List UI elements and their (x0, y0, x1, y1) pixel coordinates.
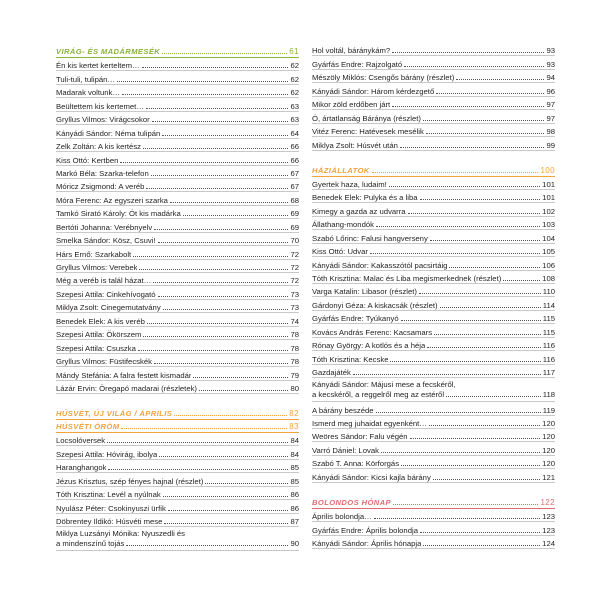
dot-leader (205, 482, 288, 484)
dot-leader (147, 322, 289, 324)
dot-leader (392, 51, 544, 53)
dot-leader (433, 478, 540, 480)
toc-entry-page: 117 (542, 368, 555, 378)
toc-entry-page: 119 (542, 405, 555, 415)
toc-entry-title: Gárdonyi Géza: A kiskacsák (részlet) (312, 300, 438, 310)
dot-leader (133, 255, 288, 257)
toc-entry-row[interactable] (56, 446, 299, 459)
toc-entry-row[interactable] (56, 340, 299, 353)
toc-entry-page: 67 (290, 182, 299, 192)
dot-leader (152, 120, 289, 122)
section-spacer (312, 151, 555, 162)
toc-entry-row[interactable] (312, 137, 555, 150)
toc-entry-title: Gyertek haza, ludaim! (312, 179, 387, 189)
toc-entry-title: Kányádi Sándor: Néma tulipán (56, 128, 161, 138)
toc-entry-page: 103 (542, 220, 555, 230)
toc-entry-page: 70 (290, 236, 299, 246)
toc-entry-page: 93 (546, 59, 555, 69)
toc-entry-title: Madarak voltunk… (56, 88, 121, 98)
section-spacer (56, 394, 299, 405)
toc-entry-row[interactable] (56, 139, 299, 152)
dot-leader (153, 281, 288, 283)
dot-leader (122, 93, 288, 95)
toc-entry-title: Smelka Sándor: Kösz, Csuvi! (56, 236, 156, 246)
dot-leader (170, 201, 289, 203)
toc-entry-title: Még a veréb is talál házat… (56, 276, 152, 286)
dot-leader (456, 78, 544, 80)
dot-leader (410, 437, 541, 439)
dot-leader (420, 531, 540, 533)
toc-entry-row[interactable] (56, 286, 299, 299)
toc-entry-row[interactable] (56, 246, 299, 259)
toc-entry-page: 67 (290, 168, 299, 178)
dot-leader (174, 414, 287, 416)
dot-leader (142, 66, 289, 68)
toc-entry-page: 121 (542, 472, 555, 482)
toc-entry-row[interactable] (312, 442, 555, 455)
dot-leader (436, 92, 544, 94)
toc-entry-row[interactable] (56, 125, 299, 138)
dot-leader (370, 252, 540, 254)
dot-leader (158, 241, 289, 243)
dot-leader (353, 373, 541, 375)
section-heading[interactable] (312, 162, 555, 177)
dot-leader (503, 279, 540, 281)
toc-entry-page: 85 (290, 463, 299, 473)
toc-entry-page: 102 (542, 206, 555, 216)
toc-entry-title: A bárány beszéde (312, 405, 374, 415)
dot-leader (393, 503, 538, 505)
toc-entry-row[interactable] (312, 284, 555, 297)
toc-entry-page: 69 (290, 222, 299, 232)
toc-entry-row[interactable] (312, 257, 555, 270)
toc-entry-title: Rónay György: A kotlós és a héja (312, 341, 426, 351)
toc-entry-page: 96 (546, 86, 555, 96)
toc-entry-page: 90 (290, 539, 299, 548)
toc-entry-title: Lázár Ervin: Öregapó madarai (részletek) (56, 383, 197, 393)
toc-entry-title: Tóth Krisztina: Kecske (312, 354, 389, 364)
toc-entry-row[interactable] (312, 190, 555, 203)
toc-entry-title: Gyárfás Endre: Rajzolgató (312, 59, 403, 69)
toc-entry-title: Varró Dániel: Lovak (312, 445, 379, 455)
toc-entry-page: 86 (290, 503, 299, 513)
toc-entry-page: 84 (290, 436, 299, 446)
toc-entry-row[interactable] (56, 58, 299, 71)
toc-entry-row[interactable] (56, 460, 299, 473)
dot-leader (423, 544, 540, 546)
toc-entry-page: 78 (290, 330, 299, 340)
toc-entry-page: 110 (542, 287, 555, 297)
toc-entry-page: 69 (290, 209, 299, 219)
toc-entry-title: Benedek Elek: Pulyka és a liba (312, 193, 418, 203)
toc-entry-page: 66 (290, 142, 299, 152)
toc-entry-page: 124 (542, 539, 555, 548)
toc-entry-row[interactable] (56, 233, 299, 246)
toc-entry-page: 74 (290, 316, 299, 326)
toc-entry-page: 63 (290, 115, 299, 125)
toc-entry-page: 116 (542, 341, 555, 351)
toc-entry-title: Kimegy a gazda az udvarra (312, 206, 406, 216)
toc-entry-row[interactable] (312, 338, 555, 351)
toc-entry-title: Kányádi Sándor: Három kérdezgető (312, 86, 435, 96)
dot-leader (126, 544, 288, 546)
toc-entry-page: 79 (290, 370, 299, 380)
toc-entry-page: 123 (542, 525, 555, 535)
toc-entry-page: 115 (542, 314, 555, 324)
toc-entry-page: 115 (542, 327, 555, 337)
toc-entry-row[interactable] (312, 217, 555, 230)
toc-entry-row[interactable] (312, 522, 555, 535)
section-page: 100 (540, 165, 555, 175)
toc-entry-page: 78 (290, 343, 299, 353)
toc-entry-page: 64 (290, 128, 299, 138)
toc-entry-title-continued: a kecskéről, a reggelről meg az estéről (312, 390, 445, 400)
toc-entry-title: Móricz Zsigmond: A veréb (56, 182, 145, 192)
toc-entry-title: Április bolondja… (312, 512, 372, 522)
toc-entry-row[interactable] (312, 429, 555, 442)
toc-entry-title: Gyárfás Endre: Április bolondja (312, 525, 418, 535)
toc-entry-row[interactable] (56, 433, 299, 446)
dot-leader (143, 147, 288, 149)
toc-entry-row[interactable] (56, 98, 299, 111)
toc-entry-title: Kiss Ottó: Udvar (312, 247, 368, 257)
toc-entry-title: Kányádi Sándor: Április hónapja (312, 539, 422, 548)
toc-entry-page: 101 (542, 179, 555, 189)
toc-entry-page: 114 (542, 300, 555, 310)
section-heading[interactable] (312, 494, 555, 509)
toc-entry-row[interactable] (312, 378, 555, 402)
toc-entry-page: 62 (290, 88, 299, 98)
toc-right-column (312, 43, 555, 549)
section-page: 83 (289, 421, 299, 431)
dot-leader (164, 522, 288, 524)
dot-leader (449, 266, 540, 268)
dot-leader (143, 335, 288, 337)
toc-entry-title: Gyárfás Endre: Tyúkanyó (312, 314, 399, 324)
section-page: 122 (540, 497, 555, 507)
toc-entry-title: Szepesi Attila: Csuszka (56, 343, 136, 353)
toc-entry-title: Gryllus Vilmos: Virágcsokor (56, 115, 150, 125)
toc-entry-title: Hárs Ernő: Szarkabolt (56, 249, 132, 259)
section-page: 61 (289, 47, 299, 56)
section-title: BOLONDOS HÓNAP (312, 497, 392, 507)
dot-leader (183, 214, 289, 216)
toc-entry-page: 108 (542, 274, 555, 283)
dot-leader (423, 119, 544, 121)
dot-leader (401, 319, 541, 321)
toc-entry-title: Miklya Luzsányi Mónika: Nyuszedli és (56, 529, 186, 538)
toc-entry-row[interactable] (56, 166, 299, 179)
toc-entry-row[interactable] (56, 300, 299, 313)
toc-entry-row[interactable] (312, 271, 555, 284)
toc-entry-row[interactable] (312, 203, 555, 216)
toc-entry-row[interactable] (56, 500, 299, 513)
toc-entry-row[interactable] (312, 244, 555, 257)
dot-leader (154, 228, 288, 230)
toc-entry-page: 72 (290, 276, 299, 286)
toc-entry-row[interactable] (56, 152, 299, 165)
toc-entry-title: Vitéz Ferenc: Hatévesek mesélik (312, 127, 424, 137)
toc-entry-title: Szepesi Attila: Hóvirág, ibolya (56, 449, 158, 459)
toc-entry-title: Ismerd meg juhaidat egyenként… (312, 418, 427, 428)
dot-leader (168, 509, 289, 511)
toc-entry-page: 62 (290, 74, 299, 84)
toc-entry-page: 97 (546, 113, 555, 123)
toc-entry-title: Nyulász Péter: Csokinyuszi ürfik (56, 503, 166, 513)
section-page: 82 (289, 408, 299, 418)
dot-leader (163, 495, 289, 497)
toc-entry-row[interactable] (56, 273, 299, 286)
toc-entry-title: Döbrentey Ildikó: Húsvéti mese (56, 517, 163, 526)
toc-entry-title: Tóth Krisztina: Levél a nyúlnak (56, 490, 161, 500)
toc-entry-title: Kányádi Sándor: Kicsi kajla bárány (312, 472, 431, 482)
dot-leader (117, 80, 288, 82)
toc-entry-row[interactable] (312, 97, 555, 110)
toc-entry-page: 123 (542, 512, 555, 522)
dot-leader (146, 107, 288, 109)
dot-leader (446, 395, 541, 397)
dot-leader (154, 362, 288, 364)
dot-leader (120, 161, 288, 163)
toc-entry-page: 106 (542, 260, 555, 270)
toc-entry-row[interactable] (56, 85, 299, 98)
toc-entry-title: Locsolóversek (56, 436, 106, 446)
toc-entry-title: Miklya Zsolt: Cinegemutatvány (56, 303, 161, 313)
toc-entry-row[interactable] (56, 206, 299, 219)
toc-entry-row[interactable] (312, 469, 555, 482)
dot-leader (107, 441, 288, 443)
toc-entry-title: Tuli-tuli, tulipán… (56, 74, 116, 84)
toc-entry-row[interactable] (56, 313, 299, 326)
toc-entry-title-continued: a mindenszínű tojás (56, 539, 125, 548)
dot-leader (158, 295, 289, 297)
toc-entry-title: Mándy Stefánia: A falra festett kismadár (56, 370, 192, 380)
toc-entry-title: Haranghangok (56, 463, 107, 473)
toc-entry-row[interactable] (312, 230, 555, 243)
toc-entry-title: Mikor zöld erdőben járt (312, 100, 391, 110)
toc-entry-row[interactable] (312, 124, 555, 137)
toc-entry-title: Móra Ferenc: Az egyszeri szarka (56, 195, 168, 205)
toc-entry-row[interactable] (312, 311, 555, 324)
toc-entry-page: 68 (290, 195, 299, 205)
toc-entry-title: Beültettem kis kertemet… (56, 101, 145, 111)
dot-leader (404, 65, 544, 67)
toc-entry-title: Weöres Sándor: Falu végén (312, 432, 408, 442)
toc-entry-page: 72 (290, 263, 299, 272)
dot-leader (372, 171, 539, 173)
toc-entry-row[interactable] (56, 527, 299, 551)
dot-leader (121, 427, 287, 429)
dot-leader (162, 52, 287, 54)
toc-entry-page: 62 (290, 61, 299, 71)
toc-entry-row[interactable] (312, 177, 555, 190)
toc-entry-page: 87 (290, 517, 299, 526)
toc-entry-title: Szabó T. Anna: Körforgás (312, 459, 400, 469)
toc-entry-row[interactable] (56, 514, 299, 527)
toc-entry-title: Bertóti Johanna: Verébnyelv (56, 222, 153, 232)
dot-leader (374, 517, 540, 519)
dot-leader (389, 185, 540, 187)
toc-entry-page: 104 (542, 233, 555, 243)
toc-entry-row[interactable] (56, 179, 299, 192)
toc-entry-row[interactable] (56, 71, 299, 84)
toc-entry-page: 120 (542, 432, 555, 442)
toc-entry-page: 116 (542, 354, 555, 364)
dot-leader (400, 146, 545, 148)
toc-entry-row[interactable] (312, 43, 555, 56)
toc-entry-title: Ó, ártatlanság Báránya (részlet) (312, 113, 421, 123)
toc-entry-page: 63 (290, 101, 299, 111)
toc-entry-row[interactable] (56, 219, 299, 232)
dot-leader (381, 451, 540, 453)
toc-left-column (56, 43, 299, 551)
toc-entry-row[interactable] (312, 365, 555, 378)
toc-entry-title: Szabó Lőrinc: Falusi hangverseny (312, 233, 428, 243)
toc-entry-row[interactable] (56, 354, 299, 367)
toc-entry-page: 97 (546, 100, 555, 110)
toc-entry-title: Kovács András Ferenc: Kacsamars (312, 327, 433, 337)
toc-entry-page: 73 (290, 289, 299, 299)
dot-leader (151, 174, 289, 176)
toc-entry-title: Hol voltál, báránykám? (312, 46, 391, 56)
toc-entry-title: Tamkó Sirató Károly: Ót kis madárka (56, 209, 181, 219)
dot-leader (146, 187, 288, 189)
toc-entry-title: Zelk Zoltán: A kis kertész (56, 142, 142, 152)
toc-entry-title: Szepesi Attila: Ökörszem (56, 330, 142, 340)
dot-leader (392, 105, 544, 107)
toc-entry-title: Miklya Zsolt: Húsvét után (312, 140, 398, 150)
toc-entry-title: Kányádi Sándor: Májusi mese a fecskéről, (312, 380, 456, 390)
toc-entry-page: 105 (542, 247, 555, 257)
toc-entry-page: 93 (546, 46, 555, 56)
dot-leader (193, 376, 288, 378)
toc-entry-page: 98 (546, 127, 555, 137)
toc-entry-row[interactable] (56, 112, 299, 125)
dot-leader (430, 239, 540, 241)
toc-entry-title: Varga Katalin: Libasor (részlet) (312, 287, 417, 297)
toc-entry-page: 72 (290, 249, 299, 259)
toc-entry-page: 118 (542, 390, 555, 400)
dot-leader (199, 389, 288, 391)
dot-leader (426, 132, 545, 134)
toc-entry-row[interactable] (56, 260, 299, 273)
toc-entry-row[interactable] (56, 192, 299, 205)
toc-entry-title: Mészöly Miklós: Csengős bárány (részlet) (312, 73, 455, 83)
section-spacer (312, 483, 555, 494)
toc-entry-title: Tóth Krisztina: Malac és Liba megismerkednek (részlet) (312, 274, 502, 283)
toc-entry-page: 99 (546, 140, 555, 150)
dot-leader (401, 464, 540, 466)
toc-entry-page: 101 (542, 193, 555, 203)
section-heading[interactable] (56, 405, 299, 420)
dot-leader (429, 424, 540, 426)
dot-leader (138, 349, 289, 351)
toc-entry-page: 120 (542, 445, 555, 455)
toc-entry-page: 94 (546, 73, 555, 83)
toc-entry-page: 66 (290, 155, 299, 165)
toc-entry-row[interactable] (312, 416, 555, 429)
toc-entry-page: 78 (290, 357, 299, 367)
subsection-heading[interactable] (56, 420, 299, 433)
toc-entry-row[interactable] (312, 402, 555, 415)
toc-entry-row[interactable] (312, 70, 555, 83)
toc-entry-title: Jézus Krisztus, szép fényes hajnal (részlet) (56, 476, 204, 486)
toc-entry-title: Gryllus Vilmos: Füstifecskék (56, 357, 152, 367)
dot-leader (420, 198, 541, 200)
toc-entry-page: 120 (542, 459, 555, 469)
toc-entry-page: 80 (290, 383, 299, 393)
toc-entry-row[interactable] (312, 110, 555, 123)
toc-entry-title: Benedek Elek: A kis veréb (56, 316, 145, 326)
toc-entry-page: 86 (290, 490, 299, 500)
toc-entry-row[interactable] (56, 327, 299, 340)
dot-leader (159, 455, 288, 457)
toc-entry-row[interactable] (312, 56, 555, 69)
toc-entry-row[interactable] (312, 509, 555, 522)
section-title: HÁZIÁLLATOK (312, 165, 370, 175)
section-title: VIRÁG- ÉS MADÁRMESÉK (56, 47, 161, 56)
toc-entry-row[interactable] (56, 473, 299, 486)
toc-entry-row[interactable] (312, 456, 555, 469)
toc-entry-row[interactable] (312, 324, 555, 337)
toc-entry-page: 73 (290, 303, 299, 313)
section-title: HÚSVÉT, ÚJ VILÁG / ÁPRILIS (56, 408, 173, 418)
dot-leader (163, 308, 289, 310)
dot-leader (434, 333, 541, 335)
toc-entry-title: Én kis kertet kerteltem… (56, 61, 140, 71)
dot-leader (390, 360, 540, 362)
dot-leader (419, 292, 541, 294)
dot-leader (440, 306, 541, 308)
toc-entry-row[interactable] (312, 83, 555, 96)
toc-entry-title: Szepesi Attila: Cinkehívogató (56, 289, 156, 299)
dot-leader (108, 468, 288, 470)
section-title: HÚSVÉTI ÖRÖM (56, 421, 120, 431)
section-heading[interactable] (56, 43, 299, 58)
toc-entry-row[interactable] (312, 536, 555, 549)
toc-entry-title: Állathang-mondók (312, 220, 374, 230)
toc-entry-page: 85 (290, 476, 299, 486)
dot-leader (162, 134, 288, 136)
dot-leader (376, 411, 541, 413)
toc-entry-row[interactable] (56, 487, 299, 500)
toc-entry-title: Gryllus Vilmos: Verebek (56, 263, 138, 272)
toc-entry-title: Kányádi Sándor: Kakasszótól pacsirtáig (312, 260, 448, 270)
toc-entry-page: 84 (290, 449, 299, 459)
toc-entry-row[interactable] (56, 367, 299, 380)
toc-entry-row[interactable] (312, 351, 555, 364)
toc-entry-title: Markó Béla: Szarka-telefon (56, 168, 149, 178)
dot-leader (427, 346, 540, 348)
toc-entry-row[interactable] (312, 297, 555, 310)
dot-leader (408, 212, 541, 214)
toc-entry-title: Gazdajáték (312, 368, 351, 378)
dot-leader (376, 225, 540, 227)
toc-entry-row[interactable] (56, 381, 299, 394)
toc-entry-page: 120 (542, 418, 555, 428)
dot-leader (139, 268, 288, 270)
toc-entry-title: Kiss Ottó: Kertben (56, 155, 119, 165)
